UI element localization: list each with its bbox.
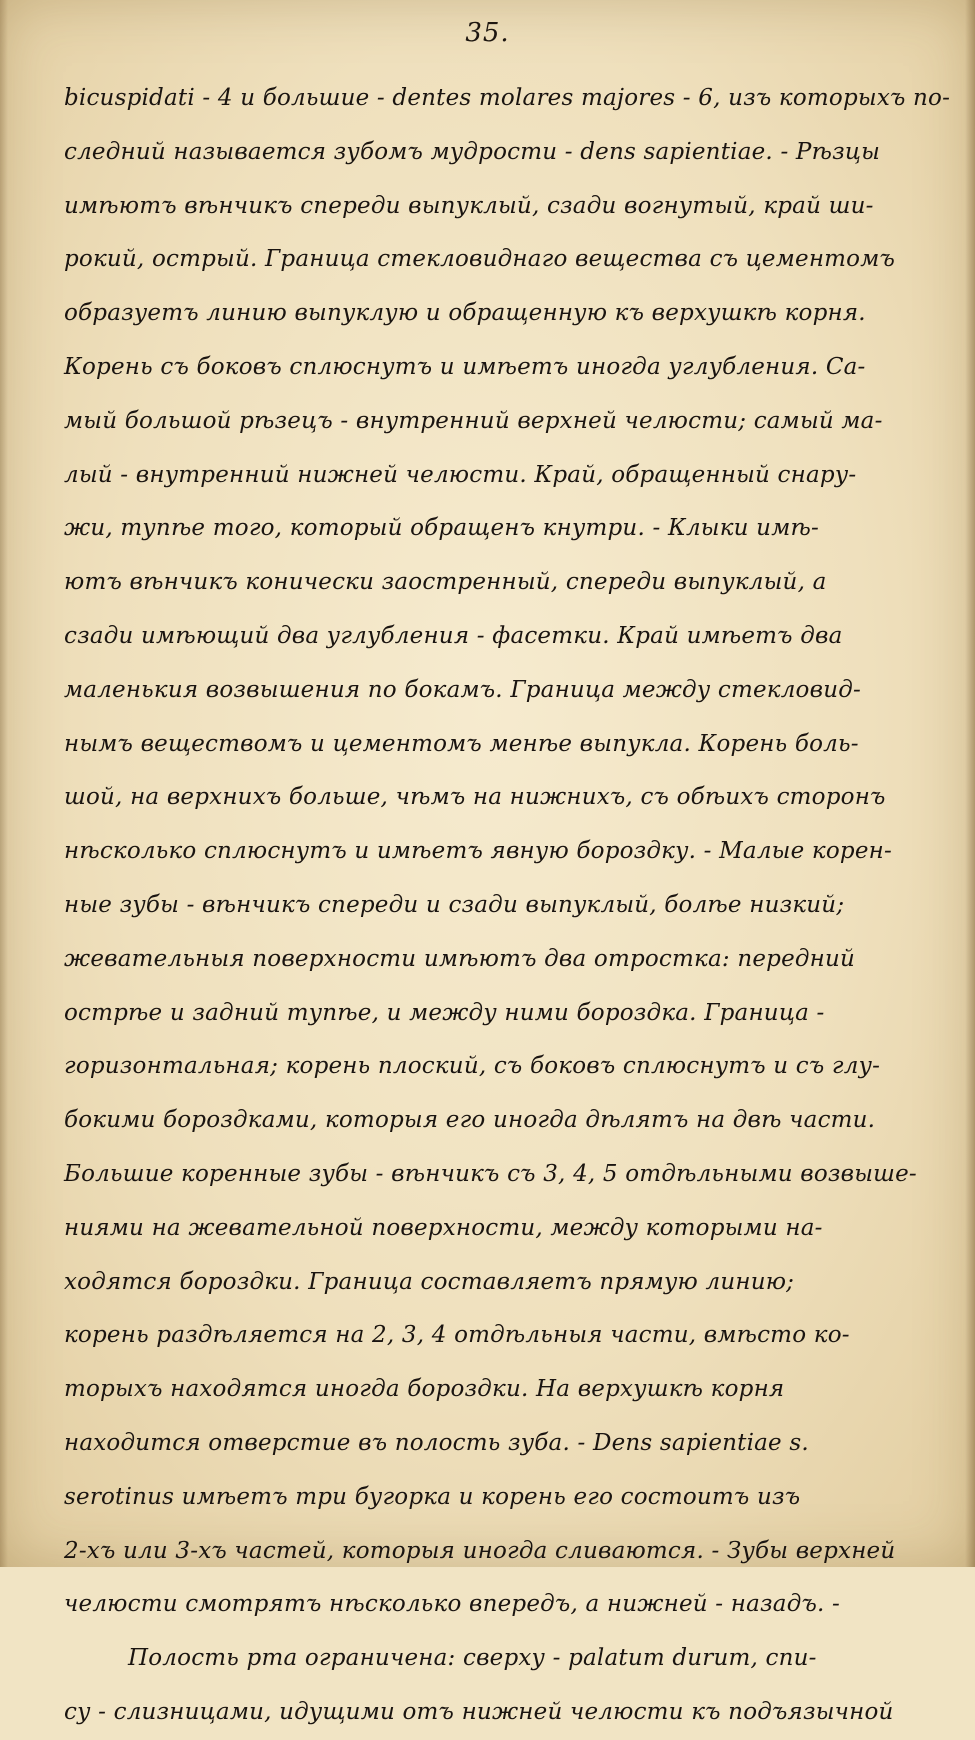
text-line: находится отверстие въ полость зуба. - Dens sapientiae s. bbox=[64, 1429, 809, 1456]
text-line: Большие коренные зубы - вѣнчикъ съ 3, 4, 5 отдѣльными возвыше- bbox=[64, 1160, 917, 1187]
page-edge-shadow-left bbox=[0, 0, 8, 1567]
text-line: челюсти смотрятъ нѣсколько впередъ, а нижней - назадъ. - bbox=[64, 1591, 840, 1618]
text-line: Полость рта ограничена: сверху - palatum durum, спи- bbox=[128, 1645, 817, 1672]
text-line: корень раздѣляется на 2, 3, 4 отдѣльныя части, вмѣсто ко- bbox=[64, 1322, 850, 1349]
text-line: нымъ веществомъ и цементомъ менѣе выпукла. Корень боль- bbox=[64, 730, 859, 757]
text-line: жи, тупѣе того, который обращенъ кнутри. - Клыки имѣ- bbox=[64, 515, 819, 542]
text-line: жевательныя поверхности имѣютъ два отростка: передний bbox=[64, 945, 856, 972]
text-line: бокими бороздками, которыя его иногда дѣлятъ на двѣ части. bbox=[64, 1107, 876, 1134]
page-edge-shadow-right bbox=[965, 0, 975, 1567]
text-line: Корень съ боковъ сплюснутъ и имѣетъ иногда углубления. Са- bbox=[64, 353, 866, 380]
text-line: имѣютъ вѣнчикъ спереди выпуклый, сзади вогнутый, край ши- bbox=[64, 192, 874, 219]
text-line: су - слизницами, идущими отъ нижней челюсти къ подъязычной bbox=[64, 1698, 894, 1725]
text-line: мый большой рѣзецъ - внутренний верхней челюсти; самый ма- bbox=[64, 407, 883, 434]
text-line: ютъ вѣнчикъ конически заостренный, спереди выпуклый, а bbox=[64, 569, 827, 596]
text-line: ниями на жевательной поверхности, между которыми на- bbox=[64, 1214, 823, 1241]
text-line: горизонтальная; корень плоский, съ боковъ сплюснутъ и съ глу- bbox=[64, 1053, 881, 1080]
text-line: ходятся бороздки. Граница составляетъ прямую линию; bbox=[64, 1268, 795, 1295]
text-line: следний называется зубомъ мудрости - dens sapientiae. - Рѣзцы bbox=[64, 138, 881, 165]
text-line: сзади имѣющий два углубления - фасетки. Край имѣетъ два bbox=[64, 622, 843, 649]
text-line: serotinus имѣетъ три бугорка и корень его состоитъ изъ bbox=[64, 1483, 801, 1510]
text-line: острѣе и задний тупѣе, и между ними бороздка. Граница - bbox=[64, 999, 825, 1026]
text-line: рокий, острый. Граница стекловиднаго вещества съ цементомъ bbox=[64, 246, 896, 273]
text-line: нѣсколько сплюснутъ и имѣетъ явную бороздку. - Малые корен- bbox=[64, 838, 892, 865]
text-line: лый - внутренний нижней челюсти. Край, обращенный снару- bbox=[64, 461, 857, 488]
page-number: 35. bbox=[465, 18, 510, 48]
text-line: торыхъ находятся иногда бороздки. На верхушкѣ корня bbox=[64, 1376, 785, 1403]
text-line: шой, на верхнихъ больше, чѣмъ на нижнихъ, съ обѣихъ сторонъ bbox=[64, 784, 886, 811]
text-line: ные зубы - вѣнчикъ спереди и сзади выпуклый, болѣе низкий; bbox=[64, 891, 845, 918]
handwritten-text-block bbox=[64, 72, 951, 1740]
text-line: образуетъ линию выпуклую и обращенную къ верхушкѣ корня. bbox=[64, 300, 866, 327]
text-line: 2-хъ или 3-хъ частей, которыя иногда сливаются. - Зубы верхней bbox=[64, 1537, 896, 1564]
text-line: bicuspidati - 4 и большие - dentes molares majores - 6, изъ которыхъ по- bbox=[64, 85, 951, 111]
text-line: маленькия возвышения по бокамъ. Граница между стекловид- bbox=[64, 676, 861, 703]
